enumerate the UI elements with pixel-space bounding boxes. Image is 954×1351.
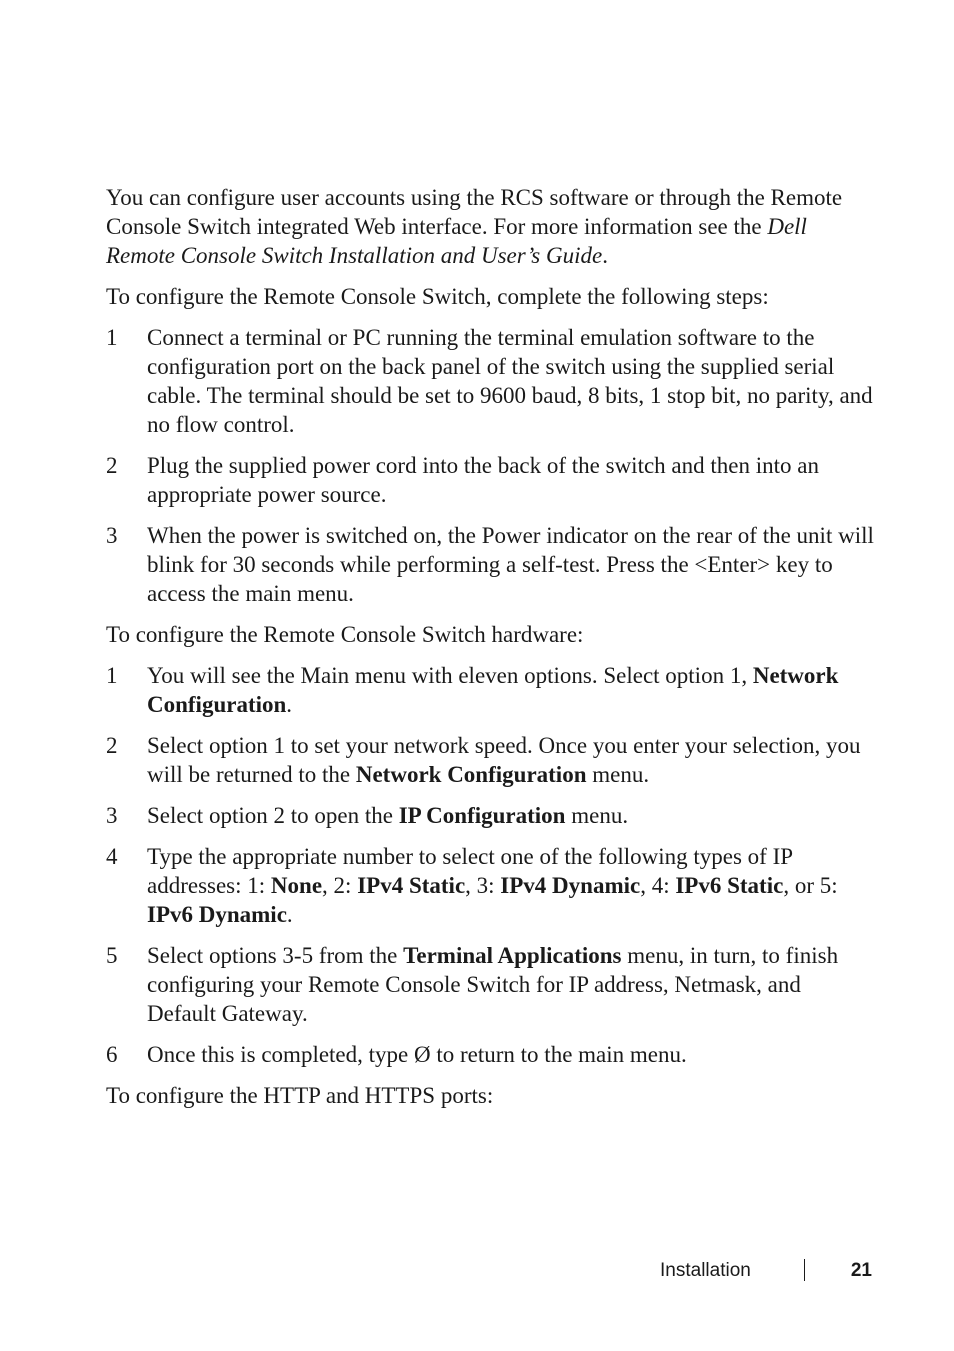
step-text: When the power is switched on, the Power indicator on the rear of the unit will blink for 30 seconds while performing a self-test. Press the <Enter> key to access the main menu. <box>147 523 874 606</box>
step-text: Select option 1 to set your network speed. Once you enter your selection, you will be returned to the <box>147 733 861 787</box>
option-ipv4-static: IPv4 Static <box>357 873 466 898</box>
list-item <box>106 731 874 789</box>
menu-name: IP Configuration <box>398 803 566 828</box>
step-text: Select options 3-5 from the <box>147 943 404 968</box>
list-item <box>106 451 874 509</box>
hardware-intro: To configure the Remote Console Switch hardware: <box>106 622 584 647</box>
list-item <box>106 801 874 830</box>
step-text-end: menu. <box>565 803 629 828</box>
step-number: 3 <box>106 523 118 548</box>
step-text-end: . <box>286 902 293 927</box>
menu-name: Terminal Applications <box>403 943 622 968</box>
list-item <box>106 661 874 719</box>
list-item <box>106 842 874 929</box>
step-text: Plug the supplied power cord into the back of the switch and then into an appropriate power source. <box>147 453 819 507</box>
guide-title: Dell Remote Console Switch Installation and User’s Guide <box>106 214 807 268</box>
menu-name: Network Configuration <box>355 762 587 787</box>
intro-paragraph <box>106 183 874 270</box>
list-item <box>106 323 874 439</box>
step-text: Select option 2 to open the <box>147 803 399 828</box>
step-text: Connect a terminal or PC running the terminal emulation software to the configuration port on the back panel of the switch using the supplied serial cable. The terminal should be set to 9600 baud, 8 bits, 1 stop bit, no parity, and no flow control. <box>147 325 873 437</box>
option-ipv6-dynamic: IPv6 Dynamic <box>147 902 287 927</box>
setup-steps-list <box>106 323 874 608</box>
option-ipv4-dynamic: IPv4 Dynamic <box>500 873 641 898</box>
step-text: Once this is completed, type Ø to return to the main menu. <box>147 1042 687 1067</box>
step-text-end: . <box>286 692 293 717</box>
option-none: None <box>270 873 323 898</box>
step-number: 1 <box>106 663 118 688</box>
separator: , 2: <box>322 873 358 898</box>
intro-text: You can configure user accounts using the RCS software or through the Remote Console Switch integrated Web interface. For more information see the <box>106 185 843 239</box>
hardware-steps-list <box>106 661 874 1069</box>
list-item <box>106 521 874 608</box>
intro-end: . <box>602 243 608 268</box>
step-number: 4 <box>106 844 118 869</box>
setup-intro: To configure the Remote Console Switch, complete the following steps: <box>106 284 769 309</box>
page-number: 21 <box>850 1260 872 1281</box>
step-number: 1 <box>106 325 118 350</box>
page-footer <box>660 1257 874 1287</box>
list-item <box>106 941 874 1028</box>
step-number: 2 <box>106 453 118 478</box>
step-text: You will see the Main menu with eleven options. Select option 1, <box>147 663 753 688</box>
step-number: 3 <box>106 803 118 828</box>
step-number: 2 <box>106 733 118 758</box>
footer-divider <box>804 1259 805 1281</box>
ports-intro: To configure the HTTP and HTTPS ports: <box>106 1083 494 1108</box>
step-number: 6 <box>106 1042 118 1067</box>
separator: , or 5: <box>783 873 838 898</box>
separator: , 4: <box>640 873 676 898</box>
separator: , 3: <box>465 873 501 898</box>
step-text-end: menu, in turn, to finish configuring your Remote Console Switch for IP address, Netmask, and Default Gateway. <box>147 943 839 1026</box>
menu-name: Network Configuration <box>147 663 839 717</box>
page-content <box>106 183 874 1122</box>
step-text: Type the appropriate number to select one of the following types of IP addresses: 1: <box>147 844 793 898</box>
step-text-end: menu. <box>586 762 650 787</box>
footer-section-title: Installation <box>660 1260 751 1281</box>
option-ipv6-static: IPv6 Static <box>675 873 784 898</box>
step-number: 5 <box>106 943 118 968</box>
list-item <box>106 1040 874 1069</box>
